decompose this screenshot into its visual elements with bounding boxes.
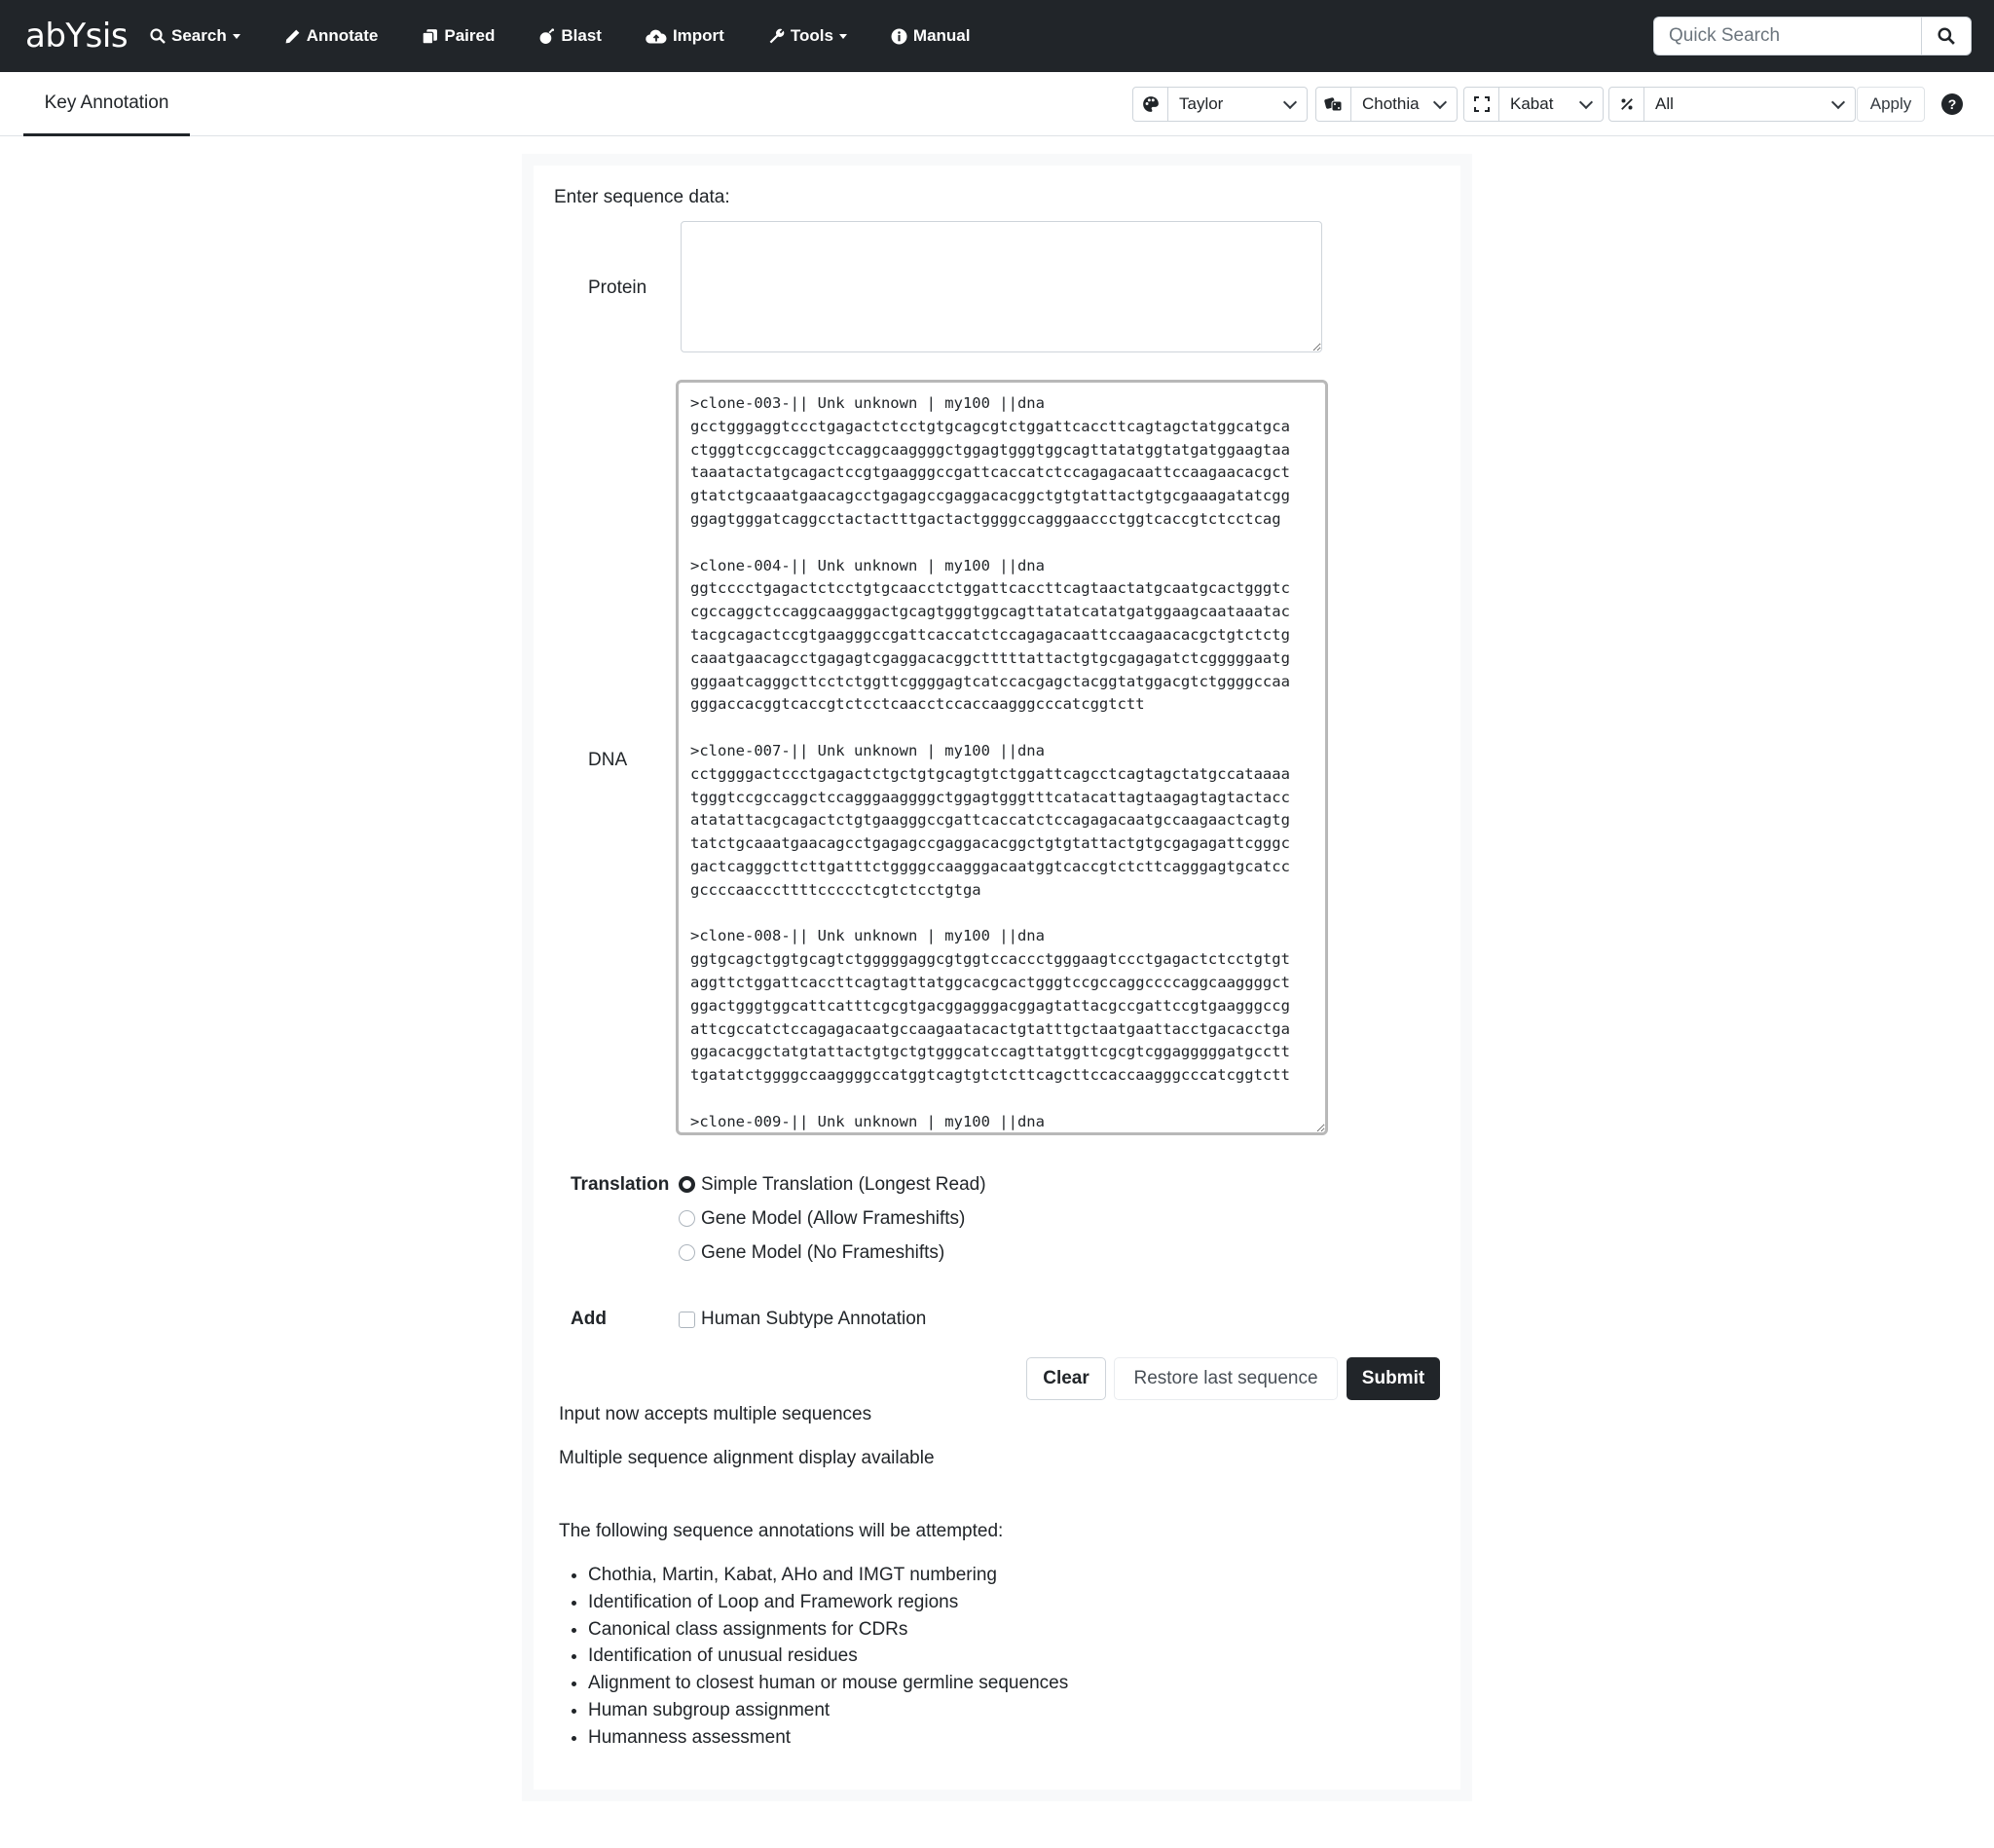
nav-manual[interactable]	[891, 26, 971, 46]
percent-icon	[1609, 88, 1644, 121]
human-subtype-label[interactable]: Human Subtype Annotation	[701, 1309, 927, 1329]
chevron-down-icon	[1579, 94, 1593, 108]
palette-icon	[1133, 88, 1168, 121]
nav-tools-label: Tools	[790, 26, 833, 45]
nav-blast[interactable]	[538, 26, 602, 46]
numbering-select[interactable]	[1315, 87, 1458, 122]
protein-label: Protein	[588, 277, 647, 298]
expand-icon	[1464, 88, 1499, 121]
nav-paired-label: Paired	[444, 26, 496, 45]
filter-select[interactable]	[1608, 87, 1856, 122]
chevron-down-icon	[1831, 94, 1845, 108]
radio-gene-model-no-frameshifts-label[interactable]: Gene Model (No Frameshifts)	[701, 1242, 945, 1263]
pencil-icon	[284, 28, 301, 45]
help-icon[interactable]: ?	[1941, 93, 1963, 115]
form-intro: Enter sequence data:	[554, 187, 730, 207]
brand-logo[interactable]: abYsis	[25, 17, 129, 55]
radio-simple-translation[interactable]	[679, 1176, 695, 1193]
info-alignment-display: Multiple sequence alignment display available	[559, 1448, 935, 1468]
nav-manual-label: Manual	[912, 26, 971, 45]
dna-label: DNA	[588, 750, 628, 770]
tab-key-annotation[interactable]: Key Annotation	[23, 72, 190, 136]
list-item: • Identification of unusual residues	[588, 1643, 1068, 1670]
radio-gene-model-frameshifts-label[interactable]: Gene Model (Allow Frameshifts)	[701, 1208, 966, 1229]
chevron-down-icon	[1283, 94, 1297, 108]
nav-annotate[interactable]	[284, 26, 379, 46]
nav-search[interactable]	[150, 26, 240, 46]
clear-button[interactable]: Clear	[1026, 1357, 1106, 1400]
cdr-definition-value: Kabat	[1510, 94, 1554, 113]
nav-menu	[150, 0, 1014, 72]
radio-gene-model-no-frameshifts[interactable]	[679, 1244, 695, 1261]
annotations-list	[565, 1562, 1068, 1752]
translation-label: Translation	[571, 1174, 670, 1195]
restore-last-sequence-button[interactable]: Restore last sequence	[1114, 1357, 1338, 1400]
radio-gene-model-frameshifts[interactable]	[679, 1210, 695, 1227]
numbering-value: Chothia	[1362, 94, 1420, 113]
wrench-icon	[768, 28, 785, 45]
top-navbar	[0, 0, 1994, 72]
submit-button[interactable]: Submit	[1347, 1357, 1440, 1400]
add-label: Add	[571, 1309, 607, 1329]
nav-import-label: Import	[672, 26, 724, 45]
info-circle-icon	[891, 28, 907, 45]
nav-paired[interactable]	[422, 26, 495, 46]
quick-search-button[interactable]	[1921, 17, 1972, 55]
radio-simple-translation-label[interactable]: Simple Translation (Longest Read)	[701, 1174, 986, 1195]
caret-down-icon	[233, 34, 240, 39]
protein-textarea[interactable]	[681, 221, 1322, 352]
list-item: • Human subgroup assignment	[588, 1697, 1068, 1724]
cdr-definition-select[interactable]	[1463, 87, 1604, 122]
quick-search	[1653, 17, 1972, 55]
nav-import[interactable]	[646, 26, 724, 46]
cloud-upload-icon	[646, 28, 667, 45]
copy-icon	[422, 28, 438, 45]
nav-blast-label: Blast	[561, 26, 602, 45]
dice-icon	[1316, 88, 1351, 121]
info-multiple-sequences: Input now accepts multiple sequences	[559, 1404, 872, 1424]
apply-button[interactable]: Apply	[1857, 87, 1925, 122]
list-item: • Humanness assessment	[588, 1724, 1068, 1752]
list-item: • Canonical class assignments for CDRs	[588, 1616, 1068, 1644]
filter-value: All	[1655, 94, 1674, 113]
sub-toolbar	[0, 72, 1994, 136]
list-item: • Alignment to closest human or mouse germline sequences	[588, 1670, 1068, 1697]
nav-search-label: Search	[171, 26, 227, 45]
color-scheme-value: Taylor	[1179, 94, 1224, 113]
bomb-icon	[538, 28, 555, 45]
human-subtype-checkbox[interactable]	[679, 1312, 695, 1328]
list-item: • Identification of Loop and Framework regions	[588, 1589, 1068, 1616]
search-icon	[1938, 27, 1955, 45]
nav-tools[interactable]	[768, 26, 847, 46]
color-scheme-select[interactable]	[1132, 87, 1308, 122]
chevron-down-icon	[1433, 94, 1447, 108]
annotations-heading: The following sequence annotations will be attempted:	[559, 1521, 1004, 1541]
dna-textarea[interactable]: >clone-003-|| Unk unknown | my100 ||dna gcctgggaggtccctgagactctcctgtgcagcgtctggattcaccttcagtagctatggcatgca ctgggtccgccaggctccaggcaaggggctggagtgggtggcagttatatggtatgatggaagtaa taaatactatgcagactccgtgaagggccgattcaccatctccagagacaattccaagaacacgct gtatctgcaaatgaacagcctgagagccgaggacacggctgtgtattactgtgcgaaagatatcgg ggagtgggatcaggcctactactttgactactggggccagggaaccctggtcaccgtctcctcag >clone-004-|| Unk unknown | my100 ||dna ggtcccctgagactctcctgtgcaacctctggattcaccttcagtaactatgcaatgcactgggtc cgccaggctccaggcaagggactgcagtgggtggcagttatatcatatgatggaagcaataaatac tacgcagactccgtgaagggccgattcaccatctccagagacaattccaagaacacgctgtctctg caaatgaacagcctgagagtcgaggacacggctttttattactgtgcgagagatctcgggggaatg gggaatcagggcttcctctggttcggggagtcatccacgagctacggtatggacgtctggggccaa gggaccacggtcaccgtctcctcaacctccaccaagggcccatcggtctt >clone-007-|| Unk unknown | my100 ||dna cctggggactccctgagactctgctgtgcagtgtctggattcagcctcagtagctatgccataaaa tgggtccgccaggctccagggaaggggctggagtgggtttcatacattagtaagagtagtactacc atatattacgcagactctgtgaagggccgattcaccatctccagagacaatgccaagaactcagtg tatctgcaaatgaacagcctgagagccgaggacacggctgtgtattactgtgcgagagattcgggc gactcagggcttcttgatttctggggccaagggacaatggtcaccgtctcttcagggagtgcatcc gccccaacccttttccccctcgtctcctgtga >clone-008-|| Unk unknown | my100 ||dna ggtgcagctggtgcagtctgggggaggcgtggtccaccctgggaagtccctgagactctcctgtgt aggttctggattcaccttcagtagttatggcacgcactgggtccgccaggccccaggcaaggggct ggactgggtggcattcatttcgcgtgacggagggacggagtattacgccgattccgtgaagggccg attcgccatctccagagacaatgccaagaatacactgtatttgctaatgaattacctgacacctga ggacacggctatgtattactgtgctgtgggcatccagttatggttcgcgtcggagggggatgcctt tgatatctggggccaaggggccatggtcagtgtctcttcagcttccaccaagggcccatcggtctt >clone-009-|| Unk unknown | my100 ||dna	[676, 380, 1328, 1135]
quick-search-input[interactable]	[1653, 17, 1921, 55]
search-icon	[150, 28, 166, 44]
caret-down-icon	[839, 34, 847, 39]
list-item: • Chothia, Martin, Kabat, AHo and IMGT numbering	[588, 1562, 1068, 1589]
nav-annotate-label: Annotate	[306, 26, 379, 45]
